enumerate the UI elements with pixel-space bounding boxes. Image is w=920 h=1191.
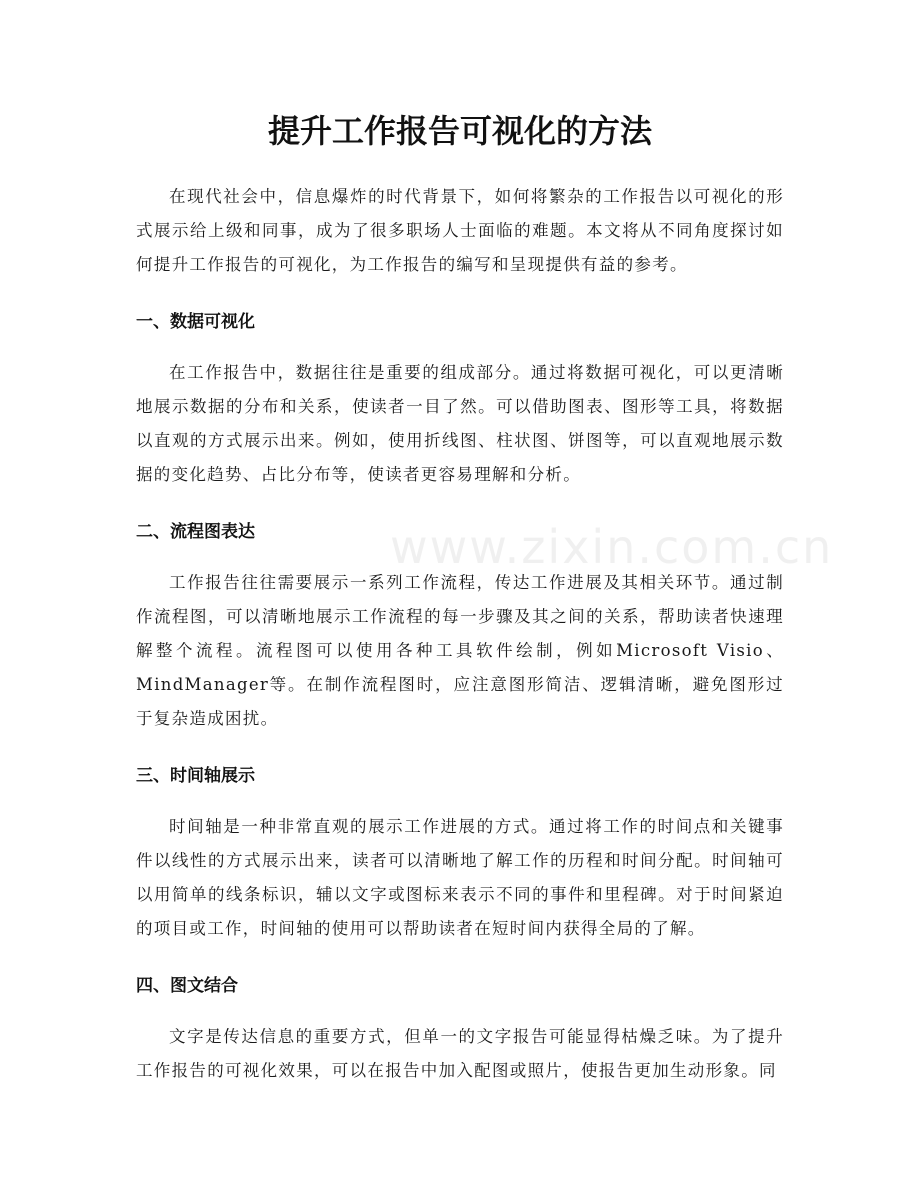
section-heading-data-visualization: 一、数据可视化 — [136, 312, 255, 332]
section-heading-flowchart: 二、流程图表达 — [136, 522, 255, 542]
section-heading-timeline: 三、时间轴展示 — [136, 766, 255, 786]
document-content — [136, 180, 784, 1112]
section-heading-image-text: 四、图文结合 — [136, 976, 238, 996]
section-body-image-text: 文字是传达信息的重要方式，但单一的文字报告可能显得枯燥乏味。为了提升工作报告的可视化效果，可以在报告中加入配图或照片，使报告更加生动形象。同 — [136, 1027, 784, 1080]
section-body-timeline: 时间轴是一种非常直观的展示工作进展的方式。通过将工作的时间点和关键事件以线性的方式展示出来，读者可以清晰地了解工作的历程和时间分配。时间轴可以用简单的线条标识，辅以文字或图标来表示不同的事件和里程碑。对于时间紧迫的项目或工作，时间轴的使用可以帮助读者在短时间内获得全局的了解。 — [136, 817, 784, 938]
watermark: www.zixin.com.cn — [390, 520, 834, 574]
document-title: 提升工作报告可视化的方法 — [267, 112, 652, 150]
intro-paragraph: 在现代社会中，信息爆炸的时代背景下，如何将繁杂的工作报告以可视化的形式展示给上级和同事，成为了很多职场人士面临的难题。本文将从不同角度探讨如何提升工作报告的可视化，为工作报告的编写和呈现提供有益的参考。 — [136, 187, 784, 274]
section-body-data-visualization: 在工作报告中，数据往往是重要的组成部分。通过将数据可视化，可以更清晰地展示数据的分布和关系，使读者一目了然。可以借助图表、图形等工具，将数据以直观的方式展示出来。例如，使用折线图、柱状图、饼图等，可以直观地展示数据的变化趋势、占比分布等，使读者更容易理解和分析。 — [136, 363, 784, 484]
section-body-flowchart: 工作报告往往需要展示一系列工作流程，传达工作进展及其相关环节。通过制作流程图，可以清晰地展示工作流程的每一步骤及其之间的关系，帮助读者快速理解整个流程。流程图可以使用各种工具软件绘制，例如Microsoft Visio、MindManager等。在制作流程图时，应注意图形简洁、逻辑清晰，避免图形过于复杂造成困扰。 — [136, 573, 784, 728]
